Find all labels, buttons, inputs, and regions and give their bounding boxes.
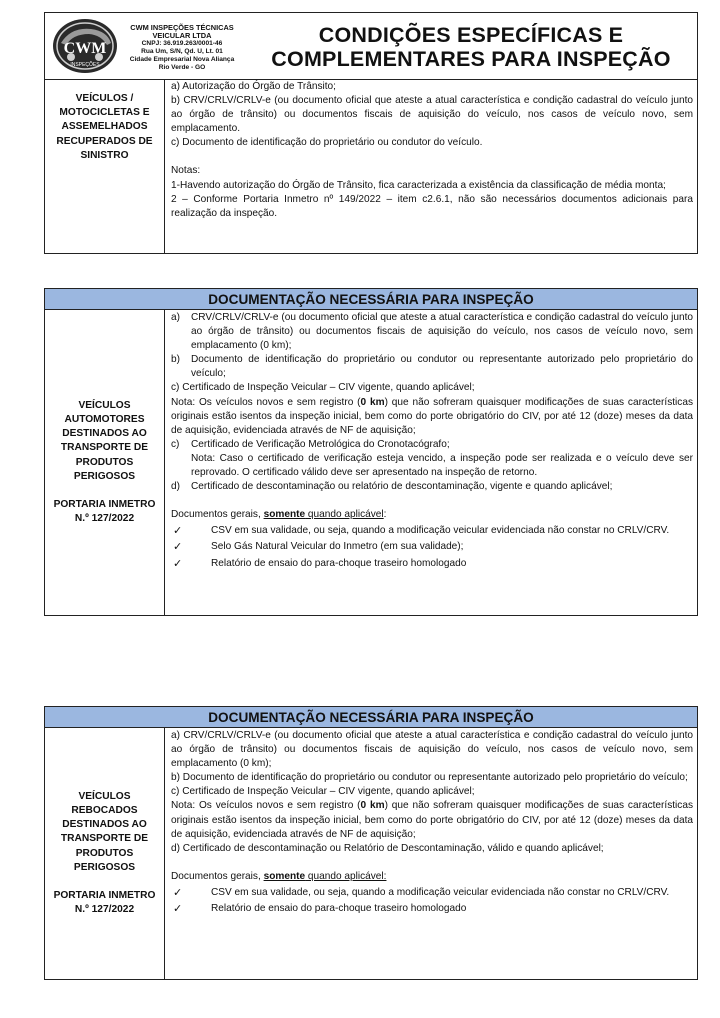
checklist-item [171,886,693,900]
label-line: SINISTRO [80,149,129,161]
page-title-line-2: COMPLEMENTARES PARA INSPEÇÃO [271,47,671,71]
label-line: MOTOCICLETAS E [59,107,150,119]
item-text: CRV/CRLV/CRLV-e (ou documento oficial que ateste a atual característica e condição cadastral do veículo junto ao órgão de trânsito) ou documentos fiscais de aquisição do veículo, nos casos de veículo novo, sem emplacamento (0 km); [191,312,693,352]
logo-text: CWM [63,40,107,57]
nota-0km: Nota: Os veículos novos e sem registro (0 km) que não sofreram quaisquer modificações de suas características originais estão isentos da inspeção inicial, bem como do porte obrigatório do CIV, por até 12 (doze) meses da data de aquisição, evidenciada através de NF de aquisição; [171,396,693,436]
section-header-band: DOCUMENTAÇÃO NECESSÁRIA PARA INSPEÇÃO [45,707,697,728]
section-automotores [44,288,698,616]
portaria-line: PORTARIA INMETRO [53,498,156,510]
portaria-line: N.º 127/2022 [74,904,135,916]
company-city: Rio Verde - GO [158,64,206,72]
requirement-item-c2 [171,438,693,480]
checklist-text: Relatório de ensaio do para-choque traseiro homologado [211,557,467,569]
check-icon: ✓ [173,525,183,538]
section-rebocados-label [45,728,165,979]
requirement-item-b: b) CRV/CRLV/CRLV-e (ou documento oficial que ateste a atual característica e condição cadastral do veículo junto ao órgão de trânsito) ou documentos fiscais de aquisição do veículo, nos casos de veículo novo, sem emplacamento. [171,95,693,135]
label-line: PERIGOSOS [73,861,136,873]
item-label: a) [171,312,180,323]
portaria-line: N.º 127/2022 [74,513,135,525]
label-line: REBOCADOS [71,804,138,816]
checklist-text: CSV em sua validade, ou seja, quando a modificação veicular evidenciada não constar no CRLV/CRV. [211,886,670,898]
checklist-text: Relatório de ensaio do para-choque traseiro homologado [211,903,467,915]
label-line: VEÍCULOS / [75,93,134,104]
label-line: TRANSPORTE DE [60,442,149,454]
checklist-item [171,557,693,571]
requirement-item-d: d) Certificado de descontaminação ou Relatório de Descontaminação, válido e quando aplicável; [171,842,604,854]
general-documents-title: Documentos gerais, somente quando aplicável: [171,509,387,521]
label-line: PERIGOSOS [73,470,136,482]
requirement-item-b [171,353,693,381]
section-sinistro-content [165,80,697,253]
item-text: Documento de identificação do proprietário ou condutor ou representante autorizado pelo proprietário do veículo; [191,354,693,380]
requirement-item-a [171,311,693,353]
check-icon: ✓ [173,557,183,570]
label-line: AUTOMOTORES [64,413,145,425]
company-logo [51,17,119,75]
checklist-text: CSV em sua validade, ou seja, quando a modificação veicular evidenciada não constar no CRLV/CRV. [211,525,670,537]
checklist-text: Selo Gás Natural Veicular do Inmetro (em sua validade); [211,541,464,553]
note-2: 2 – Conforme Portaria Inmetro nº 149/2022 – item c2.6.1, não são necessários documentos adicionais para realização da inspeção. [171,193,693,219]
section-sinistro [44,80,698,254]
requirement-item-a: a) Autorização do Órgão de Trânsito; [171,81,336,92]
page-title [245,13,697,79]
checklist-item [171,524,693,538]
label-line: DESTINADOS AO [62,428,147,440]
label-line: ASSEMELHADOS [61,121,148,133]
requirement-item-c: c) Documento de identificação do proprietário ou condutor do veículo. [171,137,483,149]
label-line: VEÍCULOS [78,790,131,802]
requirement-item-c: c) Certificado de Inspeção Veicular – CIV vigente, quando aplicável; [171,382,475,394]
label-line: PRODUTOS [75,847,134,859]
nota-0km: Nota: Os veículos novos e sem registro (0 km) que não sofreram quaisquer modificações de suas características originais estão isentos da inspeção inicial, bem como do porte obrigatório do CIV, por até 12 (doze) meses da data de aquisição, evidenciada através de NF de aquisição; [171,800,693,840]
section-header-band: DOCUMENTAÇÃO NECESSÁRIA PARA INSPEÇÃO [45,289,697,310]
checklist-item [171,902,693,916]
checklist-item [171,540,693,554]
label-line: PRODUTOS [75,456,134,468]
section-rebocados-content [165,728,697,979]
company-name-1: CWM INSPEÇÕES TÉCNICAS [130,22,234,32]
company-address-1: Rua Um, S/N, Qd. U, Lt. 01 [141,48,223,55]
requirement-item-a: a) CRV/CRLV/CRLV-e (ou documento oficial que ateste a atual característica e condição cadastral do veículo junto ao órgão de trânsito) ou documentos fiscais de aquisição do veículo, nos casos de veículo novo, sem emplacamento (0 km); [171,730,693,770]
company-name-2: VEICULAR LTDA [152,30,212,40]
item-label: c) [171,438,180,450]
general-documents-title: Documentos gerais, somente quando aplicável: [171,870,387,882]
requirement-item-c: c) Certificado de Inspeção Veicular – CIV vigente, quando aplicável; [171,786,475,798]
company-address-2: Cidade Empresarial Nova Aliança [129,56,235,64]
section-rebocados [44,706,698,980]
notes-title: Notas: [171,165,201,177]
item-label: b) [171,354,180,366]
portaria-line: PORTARIA INMETRO [53,889,156,901]
company-info [119,20,245,73]
label-line: TRANSPORTE DE [60,833,149,845]
company-cnpj: CNPJ: 36.919.263/0001-46 [141,39,223,47]
check-icon: ✓ [173,541,183,554]
requirement-item-b: b) Documento de identificação do proprietário ou condutor ou representante autorizado pelo proprietário do veículo; [171,772,688,784]
item-text: Certificado de Verificação Metrológica do Cronotacógrafo; Nota: Caso o certificado de verificação esteja vencido, a inspeção pode ser realizada e o veículo deve ser reprovado. O certificado válido deve ser apresentado na inspeção de retorno. [191,438,693,479]
logo-area [45,13,245,79]
label-line: VEÍCULOS [78,399,131,411]
requirement-item-d [171,480,693,494]
document-header [44,12,698,80]
page-title-line-1: CONDIÇÕES ESPECÍFICAS E [318,23,624,47]
label-line: RECUPERADOS DE [56,135,153,147]
section-automotores-label [45,310,165,615]
item-text: Certificado de descontaminação ou relatório de descontaminação, vigente e quando aplicável; [191,481,613,493]
section-automotores-content [165,310,697,615]
check-icon: ✓ [173,886,183,899]
item-label: d) [171,481,180,493]
cronotacografo-note: Nota: Caso o certificado de verificação esteja vencido, a inspeção pode ser realizada e o veículo deve ser reprovado. O certificado válido deve ser apresentado na inspeção de retorno. [191,452,693,479]
section-sinistro-label [45,80,165,253]
check-icon: ✓ [173,903,183,916]
logo-subtext: INSPEÇÕES [70,62,100,68]
note-1: 1-Havendo autorização do Órgão de Trânsito, fica caracterizada a existência da classificação de média monta; [171,179,666,191]
label-line: DESTINADOS AO [62,819,147,831]
